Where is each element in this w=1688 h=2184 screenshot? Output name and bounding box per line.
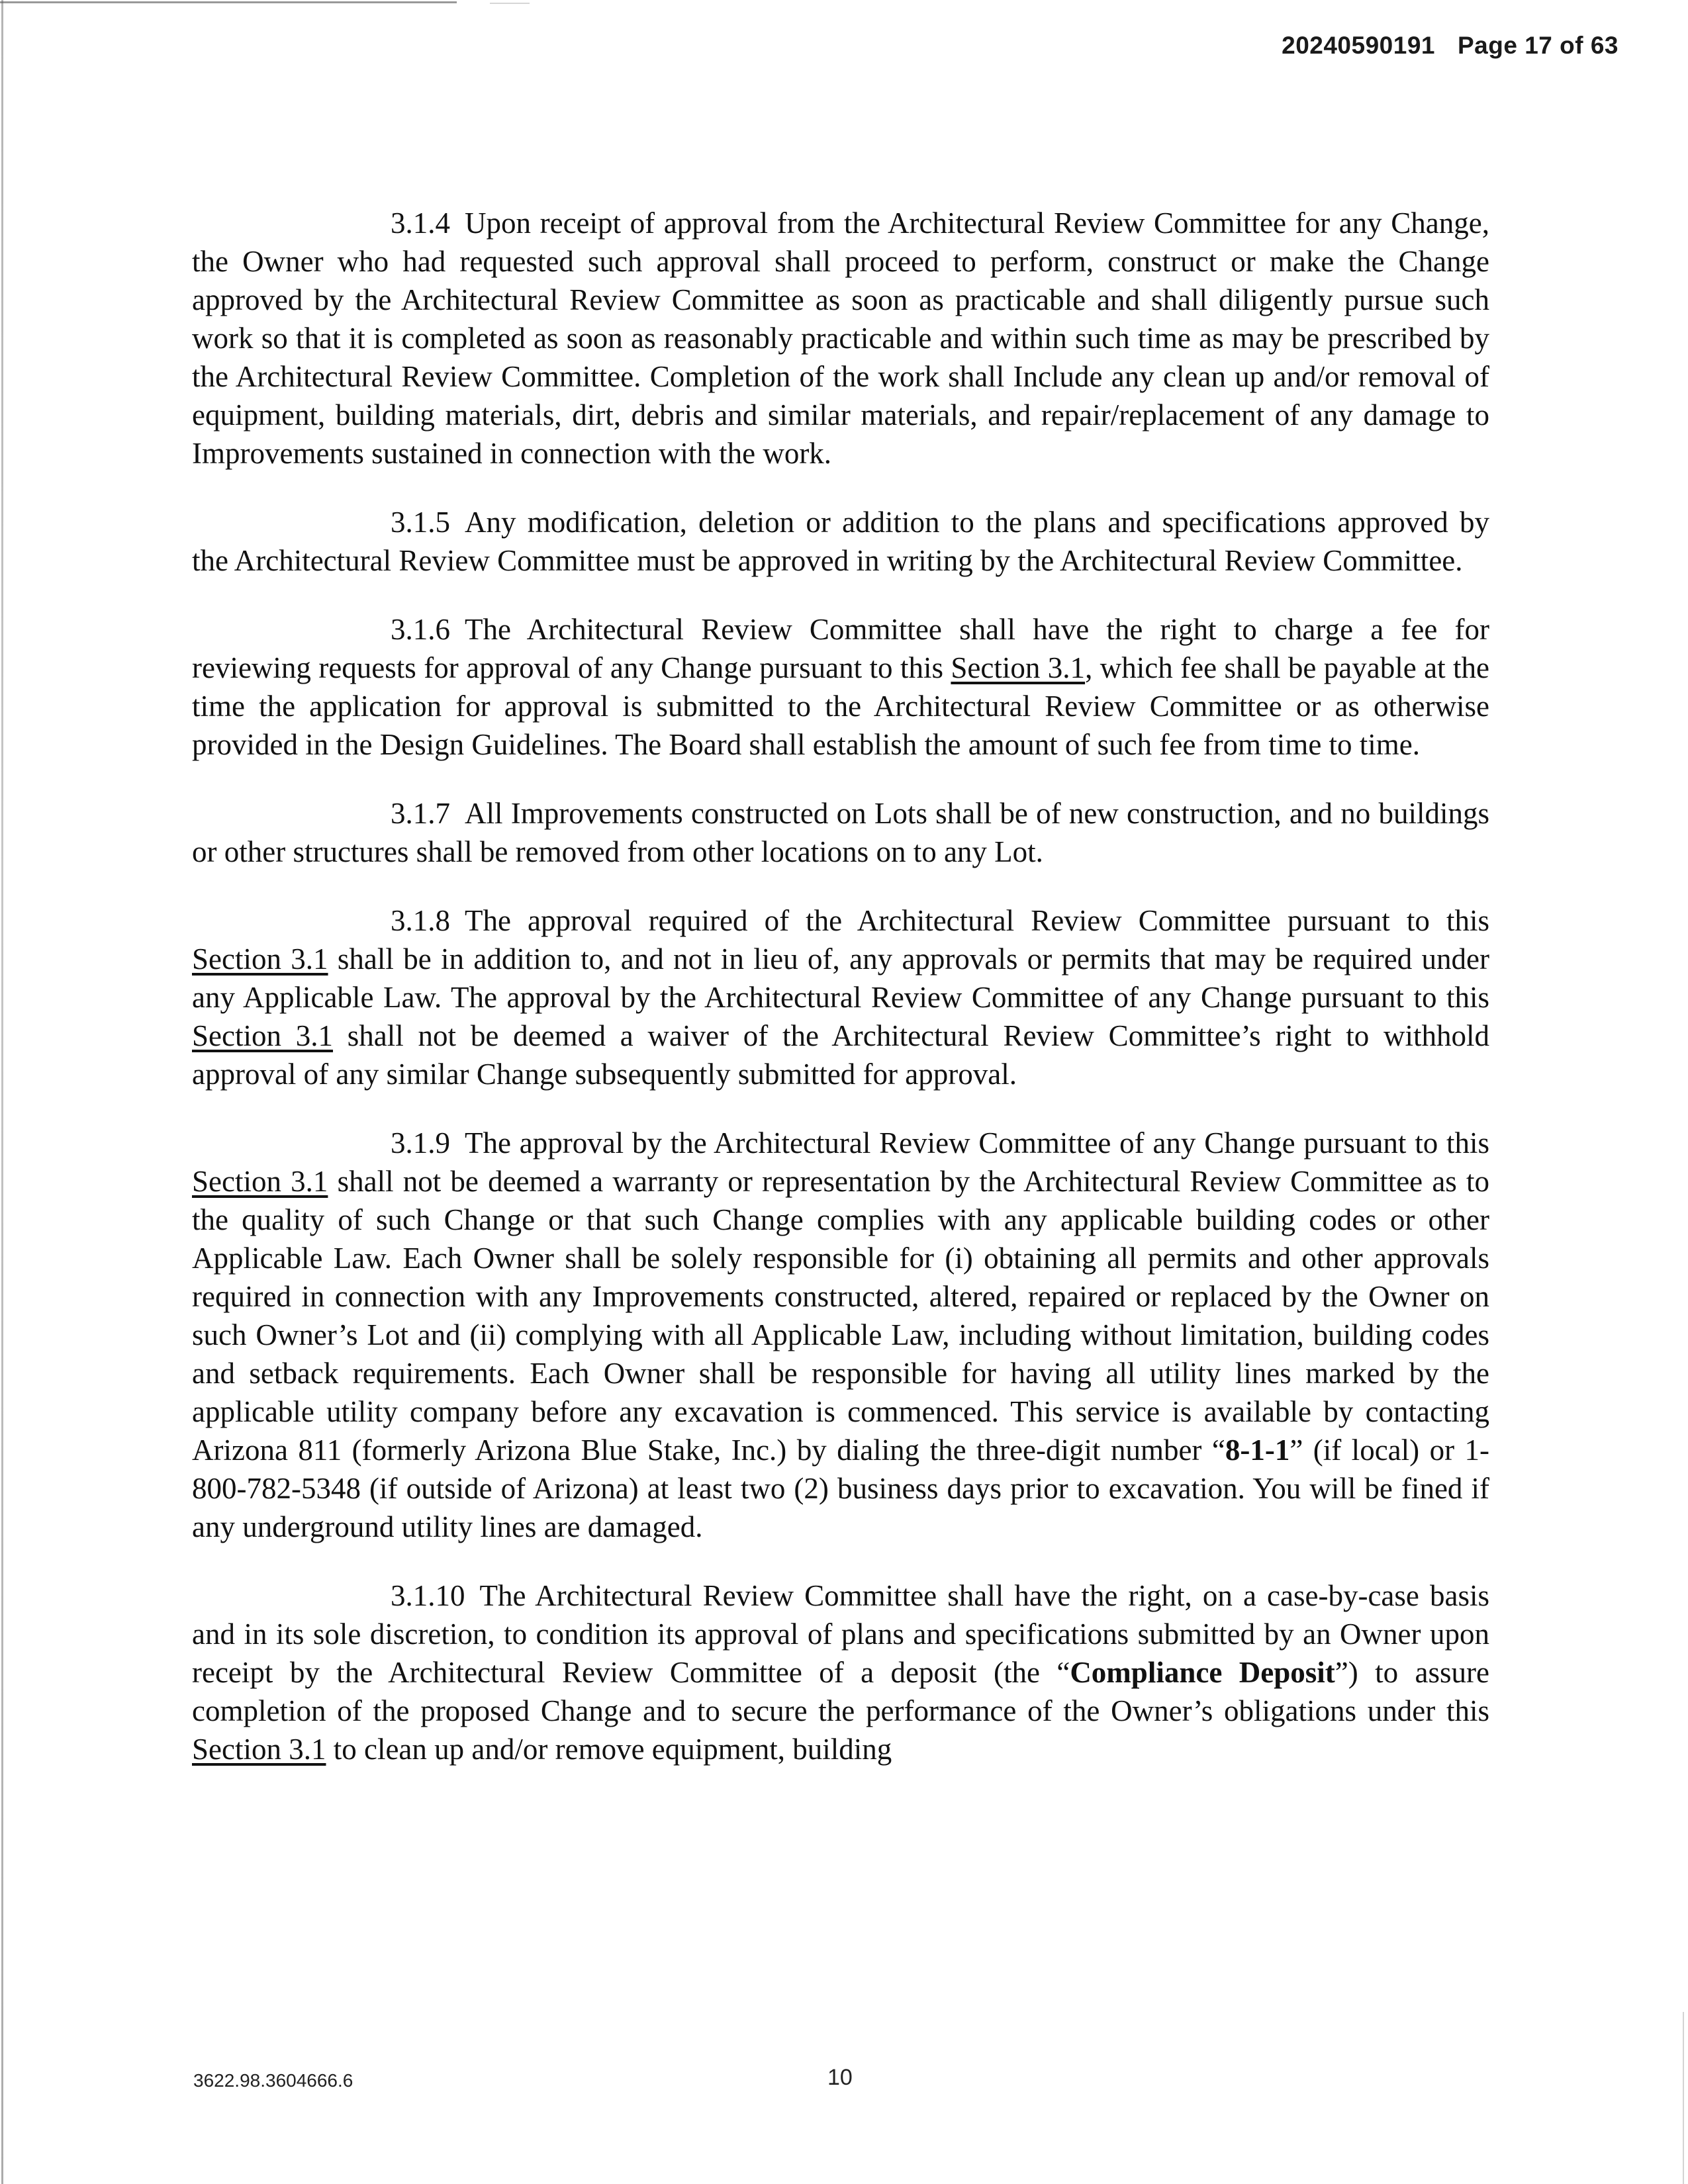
scan-edge-top-fragment bbox=[490, 3, 530, 4]
section-reference-link: Section 3.1 bbox=[192, 1165, 328, 1198]
paragraph-text: Upon receipt of approval from the Architectural Review Committee for any Change, the Owner who had requested such approval shall proceed to perform, construct or make the Change approved by the Architectural Review Committee as soon as practicable and shall diligently pursue such work so that it is completed as soon as reasonably practicable and within such time as may be prescribed by the Architectural Review Committee. Completion of the work shall Include any clean up and/or removal of equipment, building materials, dirt, debris and similar materials, and repair/replacement of any damage to Improvements sustained in connection with the work. bbox=[192, 206, 1489, 470]
document-body bbox=[192, 204, 1489, 1799]
paragraph-3-1-5 bbox=[192, 503, 1489, 580]
paragraph-text: All Improvements constructed on Lots shall be of new construction, and no buildings or other structures shall be removed from other locations on to any Lot. bbox=[192, 797, 1489, 868]
scan-edge-left bbox=[1, 0, 3, 2184]
section-number: 3.1.10 bbox=[391, 1579, 465, 1612]
recording-header bbox=[1282, 32, 1618, 60]
footer-page-number: 10 bbox=[827, 2065, 853, 2090]
paragraph-text: Any modification, deletion or addition to the plans and specifications approved by the Architectural Review Committee must be approved in writing by the Architectural Review Committee. bbox=[192, 506, 1489, 577]
paragraph-3-1-4 bbox=[192, 204, 1489, 473]
paragraph-text: ” (if local) or 1-800-782-5348 (if outside of Arizona) at least two (2) business days prior to excavation. You will be fined if any underground utility lines are damaged. bbox=[192, 1433, 1490, 1543]
paragraph-text: ”) to assure completion of the proposed Change and to secure the performance of the Owner’s obligations under this bbox=[192, 1656, 1489, 1727]
section-reference-link: Section 3.1 bbox=[192, 1733, 326, 1766]
scan-edge-right bbox=[1683, 2012, 1684, 2184]
paragraph-3-1-8 bbox=[192, 901, 1489, 1093]
section-reference-link: Section 3.1 bbox=[951, 651, 1086, 684]
paragraph-text: shall be in addition to, and not in lieu of, any approvals or permits that may be required under any Applicable Law. The approval by the Architectural Review Committee of any Change pursuant to this bbox=[192, 942, 1489, 1014]
paragraph-text: shall not be deemed a waiver of the Architectural Review Committee’s right to withhold approval of any similar Change subsequently submitted for approval. bbox=[192, 1019, 1489, 1091]
paragraph-3-1-6 bbox=[192, 610, 1489, 764]
bold-phone-number: 8-1-1 bbox=[1225, 1433, 1290, 1467]
section-number: 3.1.6 bbox=[391, 613, 450, 646]
paragraph-3-1-10 bbox=[192, 1576, 1489, 1768]
section-number: 3.1.7 bbox=[391, 797, 450, 830]
paragraph-text: The approval by the Architectural Review Committee of any Change pursuant to this bbox=[465, 1126, 1489, 1160]
section-reference-link: Section 3.1 bbox=[192, 942, 328, 976]
paragraph-text: , which fee shall be payable at the time the application for approval is submitted to the Architectural Review Committee or as otherwise provided in the Design Guidelines. The Board shall establish the amount of such fee from time to time. bbox=[192, 651, 1489, 761]
paragraph-text: The Architectural Review Committee shall have the right, on a case-by-case basis and in its sole discretion, to condition its approval of plans and specifications submitted by an Owner upon receipt by the Architectural Review Committee of a deposit (the “ bbox=[192, 1579, 1489, 1689]
scan-edge-top bbox=[0, 1, 457, 3]
section-reference-link: Section 3.1 bbox=[192, 1019, 334, 1052]
document-number: 20240590191 bbox=[1282, 32, 1435, 59]
section-number: 3.1.5 bbox=[391, 506, 450, 539]
paragraph-text: shall not be deemed a warranty or representation by the Architectural Review Committee as to the quality of such Change or that such Change complies with any applicable building codes or other Applicable Law. Each Owner shall be solely responsible for (i) obtaining all permits and other approvals required in connection with any Improvements constructed, altered, repaired or replaced by the Owner on such Owner’s Lot and (ii) complying with all Applicable Law, including without limitation, building codes and setback requirements. Each Owner shall be responsible for having all utility lines marked by the applicable utility company before any excavation is commenced. This service is available by contacting Arizona 811 (formerly Arizona Blue Stake, Inc.) by dialing the three-digit number “ bbox=[192, 1165, 1489, 1467]
paragraph-text: The Architectural Review Committee shall have the right to charge a fee for reviewing requests for approval of any Change pursuant to this bbox=[192, 613, 1489, 684]
footer-doc-code: 3622.98.3604666.6 bbox=[193, 2070, 353, 2091]
paragraph-text: The approval required of the Architectural Review Committee pursuant to this bbox=[465, 904, 1489, 937]
defined-term: Compliance Deposit bbox=[1070, 1656, 1335, 1689]
paragraph-3-1-7 bbox=[192, 794, 1489, 871]
paragraph-3-1-9 bbox=[192, 1124, 1489, 1546]
paragraph-text: to clean up and/or remove equipment, building bbox=[326, 1733, 892, 1766]
section-number: 3.1.9 bbox=[391, 1126, 450, 1160]
section-number: 3.1.8 bbox=[391, 904, 450, 937]
section-number: 3.1.4 bbox=[391, 206, 450, 240]
page-label: Page 17 of 63 bbox=[1457, 32, 1618, 59]
